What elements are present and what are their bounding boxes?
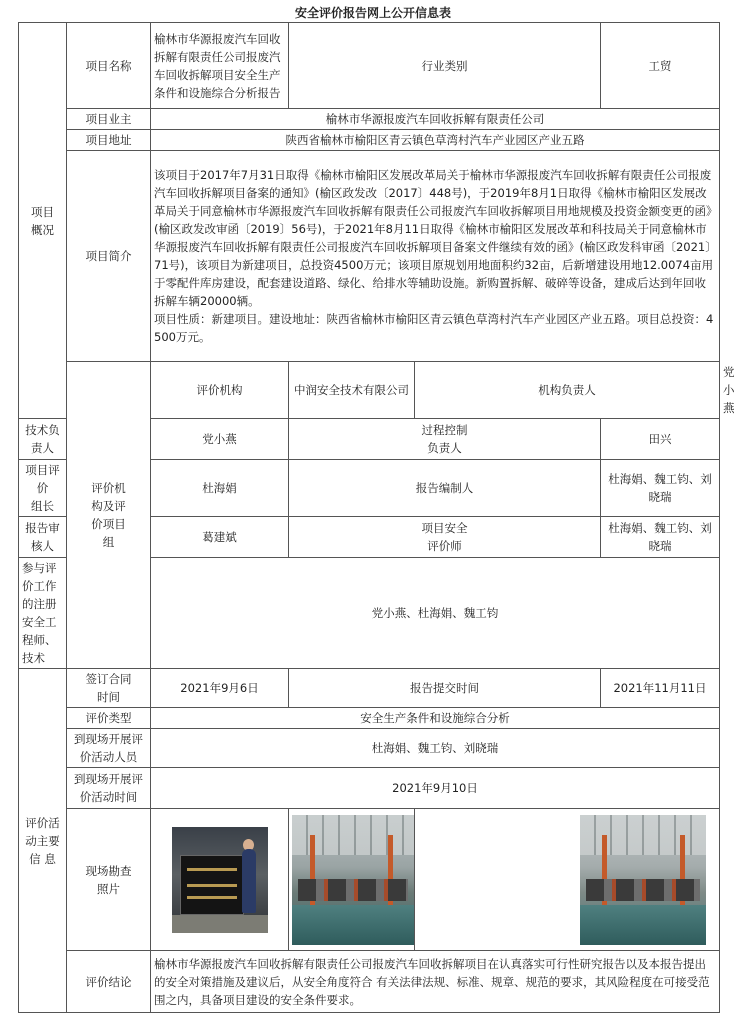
page-title: 安全评价报告网上公开信息表 [294, 6, 451, 20]
process-label: 过程控制 负责人 [289, 419, 601, 460]
industry-label: 行业类别 [289, 23, 601, 109]
site-photo-entrance [172, 827, 268, 933]
tech-label: 技术负责人 [19, 419, 67, 460]
brief [151, 151, 720, 362]
conclusion-label: 评价结论 [67, 951, 151, 1013]
conclusion: 榆林市华源报废汽车回收拆解有限责任公司报废汽车回收拆解项目在认真落实可行性研究报告以及本报告提出的安全对策措施及建议后，从安全角度符合 有关法律法规、标准、规章、规范的要求，其风险程度在可接受范围之内，具备项目建设的安全条件要求。 [151, 951, 720, 1013]
leader-label: 项目评价 组长 [19, 460, 67, 517]
type: 安全生产条件和设施综合分析 [151, 708, 720, 729]
photo-cell-1 [151, 809, 289, 951]
tech: 党小燕 [151, 419, 289, 460]
time-label: 到现场开展评价活动时间 [67, 768, 151, 809]
section-activity [19, 669, 67, 1013]
reviewer-label: 报告审核人 [19, 517, 67, 558]
photos-label: 现场勘查 照片 [67, 809, 151, 951]
owner: 榆林市华源报废汽车回收拆解有限责任公司 [151, 109, 720, 130]
address: 陕西省榆林市榆阳区青云镇色草湾村汽车产业园区产业五路 [151, 130, 720, 151]
staff-label: 到现场开展评价活动人员 [67, 729, 151, 768]
agency-label: 评价机构 [151, 362, 289, 419]
brief-label: 项目简介 [67, 151, 151, 362]
time: 2021年9月10日 [151, 768, 720, 809]
owner-label: 项目业主 [67, 109, 151, 130]
section-overview-label: 项目 概况 [31, 204, 54, 237]
section-org-label: 评价机 构及评 价项目 组 [91, 481, 126, 549]
site-photo-workshop-1 [292, 815, 414, 945]
submit: 2021年11月11日 [601, 669, 720, 708]
writer-label: 报告编制人 [289, 460, 601, 517]
site-photo-workshop-2 [580, 815, 706, 945]
submit-label: 报告提交时间 [289, 669, 601, 708]
staff: 杜海娟、魏工钧、刘晓瑞 [151, 729, 720, 768]
address-label: 项目地址 [67, 130, 151, 151]
engineers-label: 参与评价工作的注册安全工程师、技术 [19, 558, 67, 669]
head-label: 机构负责人 [415, 362, 720, 419]
writer: 杜海娟、魏工钧、刘晓瑞 [601, 460, 720, 517]
project-name: 榆林市华源报废汽车回收拆解有限责任公司报废汽车回收拆解项目安全生产条件和设施综合分析报告 [151, 23, 289, 109]
section-overview [19, 23, 67, 419]
process: 田兴 [601, 419, 720, 460]
photo-cell-2 [289, 809, 415, 951]
type-label: 评价类型 [67, 708, 151, 729]
project-name-label: 项目名称 [67, 23, 151, 109]
brief-text: 该项目于2017年7月31日取得《榆林市榆阳区发展改革局关于榆林市华源报废汽车回收拆解有限责任公司报废汽车回收拆解项目备案的通知》(榆区政发改〔2017〕448号)，于2019年8月1日取得《榆林市榆阳区发展改革局关于同意榆林市华源报废汽车回收拆解有限责任公司报废汽车回收拆解项目用地规模及投资金额变更的函》(榆区政发改审函〔2019〕56号)，于2021年8月11日取得《榆林市榆阳区发展改革和科技局关于同意榆林市华源报废汽车回收拆解有限责任公司报废汽车回收拆解项目备案文件继续有效的函》(榆区政发科审函〔2021〕71号)，该项目为新建项目，总投资4500万元；该项目原规划用地面积约32亩，后新增建设用地12.0074亩用于零配件库房建设，配套建设道路、绿化、给排水等辅助设施。新购置拆解、破碎等设备，建成后达到年回收拆解车辆20000辆。 [154, 168, 714, 308]
assessor: 杜海娟、魏工钧、刘晓瑞 [601, 517, 720, 558]
leader: 杜海娟 [151, 460, 289, 517]
industry: 工贸 [601, 23, 720, 109]
photo-cell-3 [415, 809, 720, 951]
section-activity-label: 评价活 动主要 信 息 [25, 815, 60, 866]
assessor-label: 项目安全 评价师 [289, 517, 601, 558]
contract: 2021年9月6日 [151, 669, 289, 708]
agency: 中润安全技术有限公司 [289, 362, 415, 419]
brief-summary: 项目性质：新建项目。建设地址：陕西省榆林市榆阳区青云镇色草湾村汽车产业园区产业五路。项目总投资：4500万元。 [154, 312, 714, 344]
section-org [67, 362, 151, 669]
reviewer: 葛建斌 [151, 517, 289, 558]
engineers: 党小燕、杜海娟、魏工钧 [151, 558, 720, 669]
info-table: 项目 概况 项目名称 榆林市华源报废汽车回收拆解有限责任公司报废汽车回收拆解项目安全生产条件和设施综合分析报告 行业类别 工贸 项目业主 榆林市华源报废汽车回收拆解有限责任公司 项目地址 陕西省榆林市榆阳区青云镇色草湾村汽车产业园区产业五路 项目简介 该项目于2017年7月31日取得《榆林市榆阳区发展改革局关于榆林市华源报废汽车回收拆解有限责任公司报废汽车回收拆解项目备案的通知》(榆区政发改〔2017〕448号)，于2019年8月1日取得《榆林市榆阳区发展改革局关于同意榆林市华源报废汽车回收拆解有限责任公司报废汽车回收拆解项目用地规模及投资金额变更的函》(榆区政发改审函〔2019〕56号)，于2021年8月11日取得《榆林市榆阳区发展改革和科技局关于同意榆林市华源报废汽车回收拆解有限责任公司报废汽车回收拆解项目备案文件继续有效的函》(榆区政发科审函〔2021〕71号)，该项目为新建项目，总投资4500万元；该项目原规划用地面积约32亩，后新增建设用地12.0074亩用于零配件库房建设，配套建设道路、绿化、给排水等辅助设施。新购置拆解、破碎等设备，建成后达到年回收拆解车辆20000辆。 项目性质：新建项目。建设地址：陕西省榆林市榆阳区青云镇色草湾村汽车产业园区产业五路。项目总投资：4500万元。 评价机 构及评 价项目 组 评价机构 中润安全技术有限公司 机构负责人 党小燕 技术负责人 党小燕 过程控制 负责人 田兴 项目评价 组长 杜海娟 报告编制人 杜海娟、魏工钧、刘晓瑞 报告审核人 葛建斌 项目安全 评价师 杜海娟、魏工钧、刘晓瑞 参与评价工作的注册安全工程师、技术 党小燕、杜海娟、魏工钧 评价活 动主要 信 息 签订合同 时间 2021年9月6日 报告提交时间 2021年11月11日 评价类型 安全生产条件和设施综合分析 到现场开展评价活动人员 杜海娟、魏工钧、刘晓瑞 到现场开展评价活动时间 2021年9月10日 现场勘查 照片 评价结论 榆林市华源报废汽车回收拆解有限责任公司报废汽车回收拆解项目在认真落实可行性研究报告以及本报告提出的安全对策措施及建议后，从安全角度符合 有关法律法规、标准、规章、规范的要求，其风险程度在可接受范围之内，具备项目建设的安全条件要求。 [18, 22, 720, 1013]
contract-label: 签订合同 时间 [67, 669, 151, 708]
